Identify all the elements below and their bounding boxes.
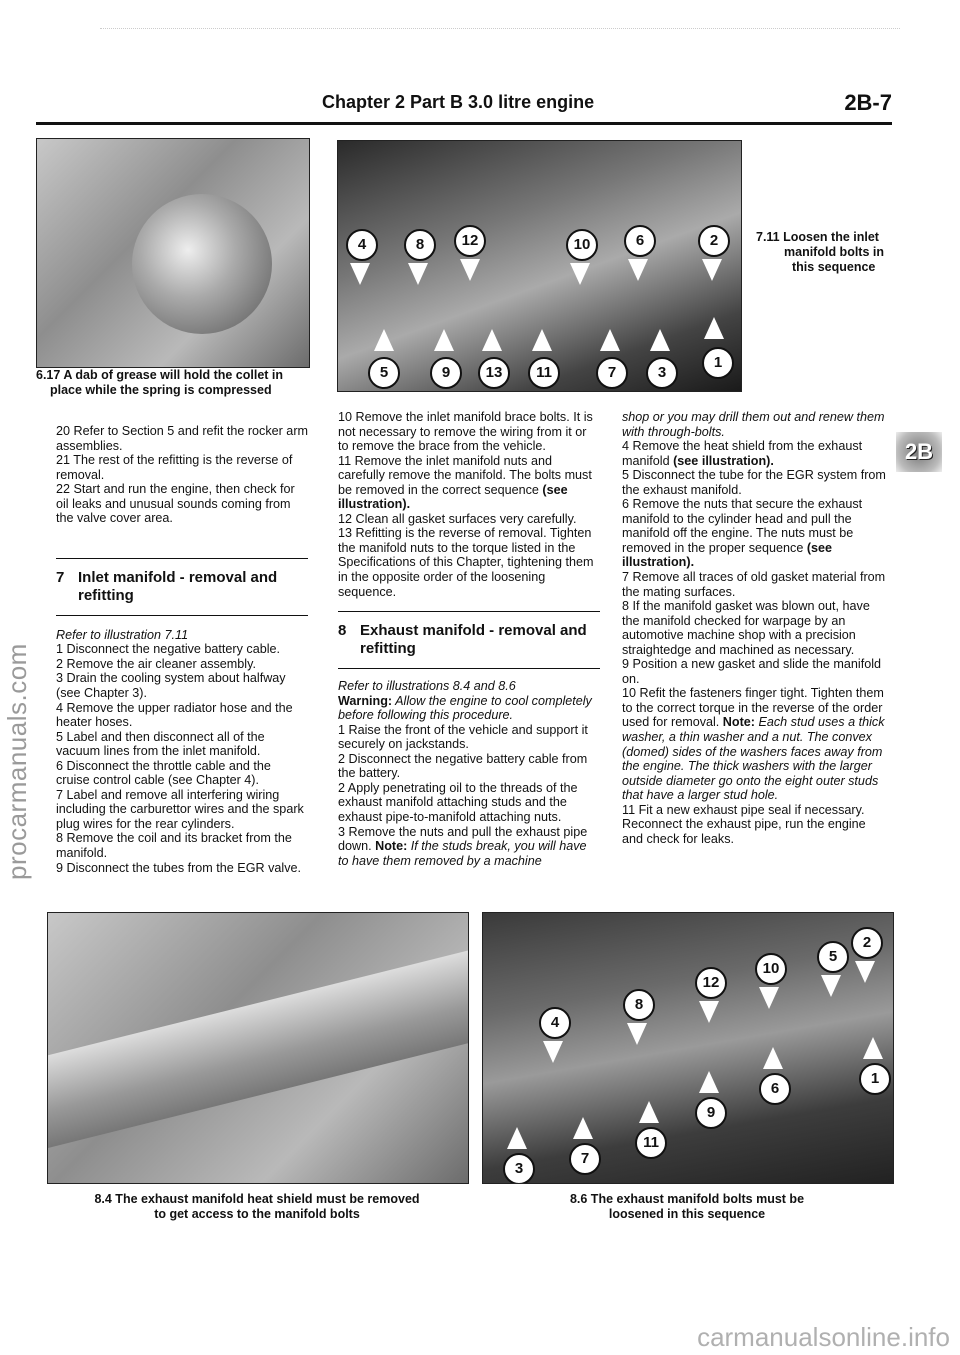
photo-8-6 [482,912,894,1184]
step-8-6 [622,497,888,570]
step-8-10 [622,686,888,802]
caption-6-17 [36,368,308,398]
note-label: Note: [375,839,408,854]
step-8-4 [622,439,888,468]
step-8-11: 11 Fit a new exhaust pipe seal if necessary. Reconnect the exhaust pipe, run the engine and check for leaks. [622,802,866,846]
step-8-10-text: 10 Refit the fasteners finger tight. Tighten them to the correct torque in the reverse of the order used for removal. [622,686,884,730]
arrow-icon [532,329,552,351]
section-7-heading [56,569,308,605]
photo-8-4 [47,912,469,1184]
watermark-footer: carmanualsonline.info [697,1322,950,1352]
ref-8: Refer to illustrations 8.4 and 8.6 [338,679,516,694]
caption-8-4 [47,1192,467,1222]
arrow-icon [759,987,779,1009]
step-8: 8 Remove the coil and its bracket from the manifold. [56,831,292,861]
step-2: 2 Remove the air cleaner assembly. [56,656,256,671]
section-title: Inlet manifold - removal and refitting [78,568,278,604]
ref-7-11: Refer to illustration 7.11 [56,627,189,642]
chapter-tab: 2B [896,432,942,472]
marker-6: 6 [624,225,656,257]
para-11-text: 11 Remove the inlet manifold nuts and carefully remove the manifold. The bolts must be removed in the correct sequence [338,453,592,497]
para-21: 21 The rest of the refitting is the reverse of removal. [56,453,293,482]
header-rule [36,122,892,125]
marker-6: 6 [759,1073,791,1105]
marker-12: 12 [695,967,727,999]
arrow-icon [600,329,620,351]
arrow-icon [702,259,722,281]
step-8-8: 8 If the manifold gasket was blown out, have the manifold checked for warpage by an automotive machine shop with a precision straightedge and machined as necessary. [622,599,870,657]
marker-2: 2 [698,225,730,257]
caption-line: 8.6 The exhaust manifold bolts must be [569,1192,805,1206]
arrow-icon [628,259,648,281]
marker-5: 5 [817,941,849,973]
step-5: 5 Label and then disconnect all of the vacuum lines from the inlet manifold. [56,729,265,759]
marker-7: 7 [569,1143,601,1175]
marker-10: 10 [566,229,598,261]
see-illustration: (see illustration). [338,482,568,512]
marker-13: 13 [478,357,510,389]
marker-11: 11 [528,357,560,389]
caption-line: 6.17 A dab of grease will hold the collet in [36,368,284,382]
arrow-icon [639,1101,659,1123]
see-illustration: (see illustration). [622,540,833,570]
step-3: 3 Drain the cooling system about halfway (see Chapter 3). [56,671,286,701]
marker-12: 12 [454,225,486,257]
para-11 [338,454,600,512]
step-8-4-text: 4 Remove the heat shield from the exhaust manifold [622,439,863,468]
photo-6-17 [36,138,310,368]
caption-8-6 [482,1192,892,1222]
column-3 [622,410,888,846]
step-8-3 [338,825,600,869]
see-illustration: (see illustration). [673,453,774,468]
step-8-6-text: 6 Remove the nuts that secure the exhaust manifold to the cylinder head and pull the manifold off the engine. The nuts must be removed in the proper sequence [622,497,863,555]
arrow-icon [821,975,841,997]
arrow-icon [627,1023,647,1045]
arrow-icon [507,1127,527,1149]
step-6: 6 Disconnect the throttle cable and the cruise control cable (see Chapter 4). [56,758,271,788]
step-8-3-text: 3 Remove the nuts and pull the exhaust pipe down. [338,824,588,854]
note-text: If the studs break, you will have to have them removed by a machine [338,839,587,868]
marker-1: 1 [859,1063,891,1095]
arrow-icon [650,329,670,351]
para-22: 22 Start and run the engine, then check for oil leaks and unusual sounds coming from the valve cover area. [56,482,295,526]
arrow-icon [704,317,724,339]
step-9: 9 Disconnect the tubes from the EGR valve. [56,860,301,875]
page-header [0,92,960,122]
step-8-7: 7 Remove all traces of old gasket material from the mating surfaces. [622,570,886,599]
arrow-icon [573,1117,593,1139]
note-label: Note: [722,715,755,730]
caption-line: loosened in this sequence [608,1207,766,1221]
marker-8: 8 [623,989,655,1021]
para-20: 20 Refer to Section 5 and refit the rocker arm assemblies. [56,424,308,453]
warning [338,694,600,723]
watermark-left: procarmanuals.com [2,643,32,880]
arrow-icon [374,329,394,351]
arrow-icon [543,1041,563,1063]
step-8-5: 5 Disconnect the tube for the EGR system from the exhaust manifold. [622,468,886,497]
arrow-icon [570,263,590,285]
scan-noise [100,28,900,30]
arrow-icon [699,1001,719,1023]
step-8-1: 1 Raise the front of the vehicle and support it securely on jackstands. [338,722,588,752]
section-number: 8 [338,622,347,640]
section-rule [338,611,600,612]
arrow-icon [863,1037,883,1059]
para-10: 10 Remove the inlet manifold brace bolts. It is not necessary to remove the wiring from it or to remove the brace from the vehicle. [338,410,593,454]
marker-3: 3 [503,1153,535,1184]
column-1 [56,424,308,875]
arrow-icon [699,1071,719,1093]
step-8-9: 9 Position a new gasket and slide the manifold on. [622,657,882,686]
marker-1: 1 [702,347,734,379]
arrow-icon [350,263,370,285]
section-rule [56,558,308,559]
marker-5: 5 [368,357,400,389]
chapter-title: Chapter 2 Part B 3.0 litre engine [322,92,595,112]
arrow-icon [434,329,454,351]
section-8-heading [338,622,600,658]
arrow-icon [460,259,480,281]
step-4: 4 Remove the upper radiator hose and the heater hoses. [56,700,293,730]
step-7: 7 Label and remove all interfering wiring including the carburettor wires and the spark plug wires for the rear cylinders. [56,787,304,831]
arrow-icon [408,263,428,285]
marker-4: 4 [346,229,378,261]
para-12: 12 Clean all gasket surfaces very carefully. [338,511,577,526]
marker-8: 8 [404,229,436,261]
step-1: 1 Disconnect the negative battery cable. [56,642,281,657]
marker-11: 11 [635,1127,667,1159]
marker-3: 3 [646,357,678,389]
section-title: Exhaust manifold - removal and refitting [360,622,587,658]
marker-2: 2 [851,927,883,959]
para-cont: shop or you may drill them out and renew them with through-bolts. [622,410,885,439]
column-2 [338,410,600,868]
step-8-2a: 2 Disconnect the negative battery cable from the battery. [338,751,588,781]
warning-text: Allow the engine to cool completely before following this procedure. [338,693,592,723]
arrow-icon [482,329,502,351]
marker-9: 9 [695,1097,727,1129]
page-number: 2B-7 [844,90,892,115]
arrow-icon [763,1047,783,1069]
step-8-2b: 2 Apply penetrating oil to the threads of the exhaust manifold attaching studs and the exhaust pipe-to-manifold attaching nuts. [338,780,578,825]
caption-line: 7.11 Loosen the inlet [756,230,879,244]
para-13: 13 Refitting is the reverse of removal. Tighten the manifold nuts to the torque listed in the Specifications of this Chapter, tightening them in the opposite order of the loosening sequence. [338,526,594,599]
marker-7: 7 [596,357,628,389]
caption-line: manifold bolts in [784,245,884,259]
marker-10: 10 [755,953,787,985]
caption-line: to get access to the manifold bolts [154,1207,360,1221]
caption-line: 8.4 The exhaust manifold heat shield must be removed [94,1192,420,1206]
caption-line: this sequence [792,260,876,274]
arrow-icon [855,961,875,983]
marker-4: 4 [539,1007,571,1039]
note-text: Each stud uses a thick washer, a thin washer and a nut. The convex (domed) sides of the washers faces away from the engine. The thick washers with the larger outside diameter go onto the eight outer studs that have a larger stud hole. [622,715,885,803]
photo-7-11 [337,140,742,392]
caption-line: place while the spring is compressed [50,383,272,397]
caption-7-11 [756,230,906,275]
warning-label: Warning: [338,693,393,708]
section-number: 7 [56,568,65,586]
marker-9: 9 [430,357,462,389]
